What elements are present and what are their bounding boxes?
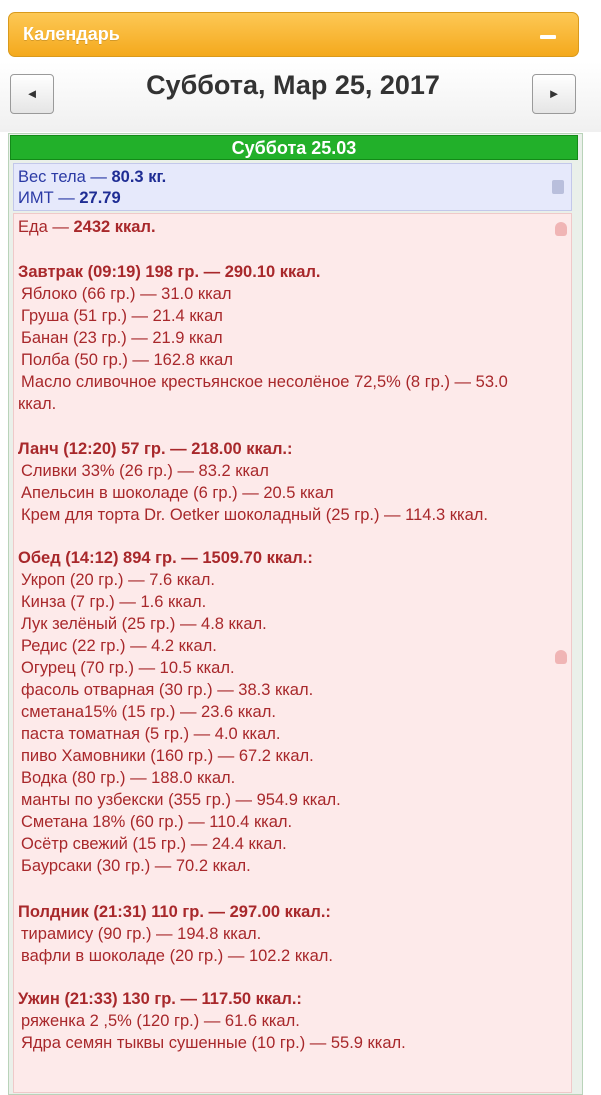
day-title: Суббота 25.03 (10, 135, 578, 160)
list-item: фасоль отварная (30 гр.) — 38.3 ккал. (21, 681, 314, 699)
calendar-header[interactable] (8, 12, 579, 57)
calendar-title: Календарь (23, 24, 120, 44)
list-item: Сливки 33% (26 гр.) — 83.2 ккал (21, 462, 269, 480)
food-total: Еда — 2432 ккал. (18, 218, 156, 236)
minus-icon[interactable] (540, 35, 556, 39)
list-item: Осётр свежий (15 гр.) — 24.4 ккал. (21, 835, 287, 853)
list-item: Груша (51 гр.) — 21.4 ккал (21, 307, 223, 325)
list-item: Банан (23 гр.) — 21.9 ккал (21, 329, 223, 347)
list-item: Яблоко (66 гр.) — 31.0 ккал (21, 285, 232, 303)
list-item: паста томатная (5 гр.) — 4.0 ккал. (21, 725, 281, 743)
list-item: Крем для торта Dr. Oetker шоколадный (25 гр.) — 114.3 ккал. (21, 506, 488, 524)
list-item: Сметана 18% (60 гр.) — 110.4 ккал. (21, 813, 293, 831)
list-item: тирамису (90 гр.) — 194.8 ккал. (21, 925, 262, 943)
list-item: Редис (22 гр.) — 4.2 ккал. (21, 637, 217, 655)
list-item: Укроп (20 гр.) — 7.6 ккал. (21, 571, 215, 589)
scale-icon (552, 180, 564, 194)
list-item: Баурсаки (30 гр.) — 70.2 ккал. (21, 857, 251, 875)
meal-header-snack: Полдник (21:31) 110 гр. — 297.00 ккал.: (18, 903, 331, 921)
meal-header-lunch: Ланч (12:20) 57 гр. — 218.00 ккал.: (18, 440, 293, 458)
list-item: сметана15% (15 гр.) — 23.6 ккал. (21, 703, 276, 721)
list-item: Ядра семян тыквы сушенные (10 гр.) — 55.9 ккал. (21, 1034, 406, 1052)
body-metrics[interactable] (13, 163, 572, 211)
weight-label: Вес тела — (18, 168, 112, 186)
list-item: Лук зелёный (25 гр.) — 4.8 ккал. (21, 615, 267, 633)
list-item: манты по узбекски (355 гр.) — 954.9 ккал. (21, 791, 341, 809)
prev-day-button[interactable]: ◄ (10, 74, 54, 114)
hand-icon (555, 222, 567, 236)
hand-icon (555, 650, 567, 664)
current-date: Суббота, Мар 25, 2017 (146, 70, 440, 100)
food-panel[interactable] (13, 213, 572, 1093)
list-item: пиво Хамовники (160 гр.) — 67.2 ккал. (21, 747, 314, 765)
list-item: Водка (80 гр.) — 188.0 ккал. (21, 769, 236, 787)
list-item: Апельсин в шоколаде (6 гр.) — 20.5 ккал (21, 484, 334, 502)
list-item: Масло сливочное крестьянское несолёное 72,5% (8 гр.) — 53.0 (21, 373, 508, 391)
weight-value: 80.3 кг. (111, 168, 167, 186)
bmi-label: ИМТ — (18, 189, 80, 207)
list-item: Огурец (70 гр.) — 10.5 ккал. (21, 659, 235, 677)
meal-header-dinner: Обед (14:12) 894 гр. — 1509.70 ккал.: (18, 549, 313, 567)
meal-header-supper: Ужин (21:33) 130 гр. — 117.50 ккал.: (18, 990, 302, 1008)
list-item: Кинза (7 гр.) — 1.6 ккал. (21, 593, 207, 611)
date-navigation (0, 62, 601, 132)
meal-header-breakfast: Завтрак (09:19) 198 гр. — 290.10 ккал. (18, 263, 321, 281)
bmi-value: 27.79 (79, 189, 121, 207)
list-item-wrap: ккал. (18, 395, 57, 413)
list-item: ряженка 2 ,5% (120 гр.) — 61.6 ккал. (21, 1012, 300, 1030)
next-day-button[interactable]: ► (532, 74, 576, 114)
list-item: Полба (50 гр.) — 162.8 ккал (21, 351, 233, 369)
list-item: вафли в шоколаде (20 гр.) — 102.2 ккал. (21, 947, 334, 965)
